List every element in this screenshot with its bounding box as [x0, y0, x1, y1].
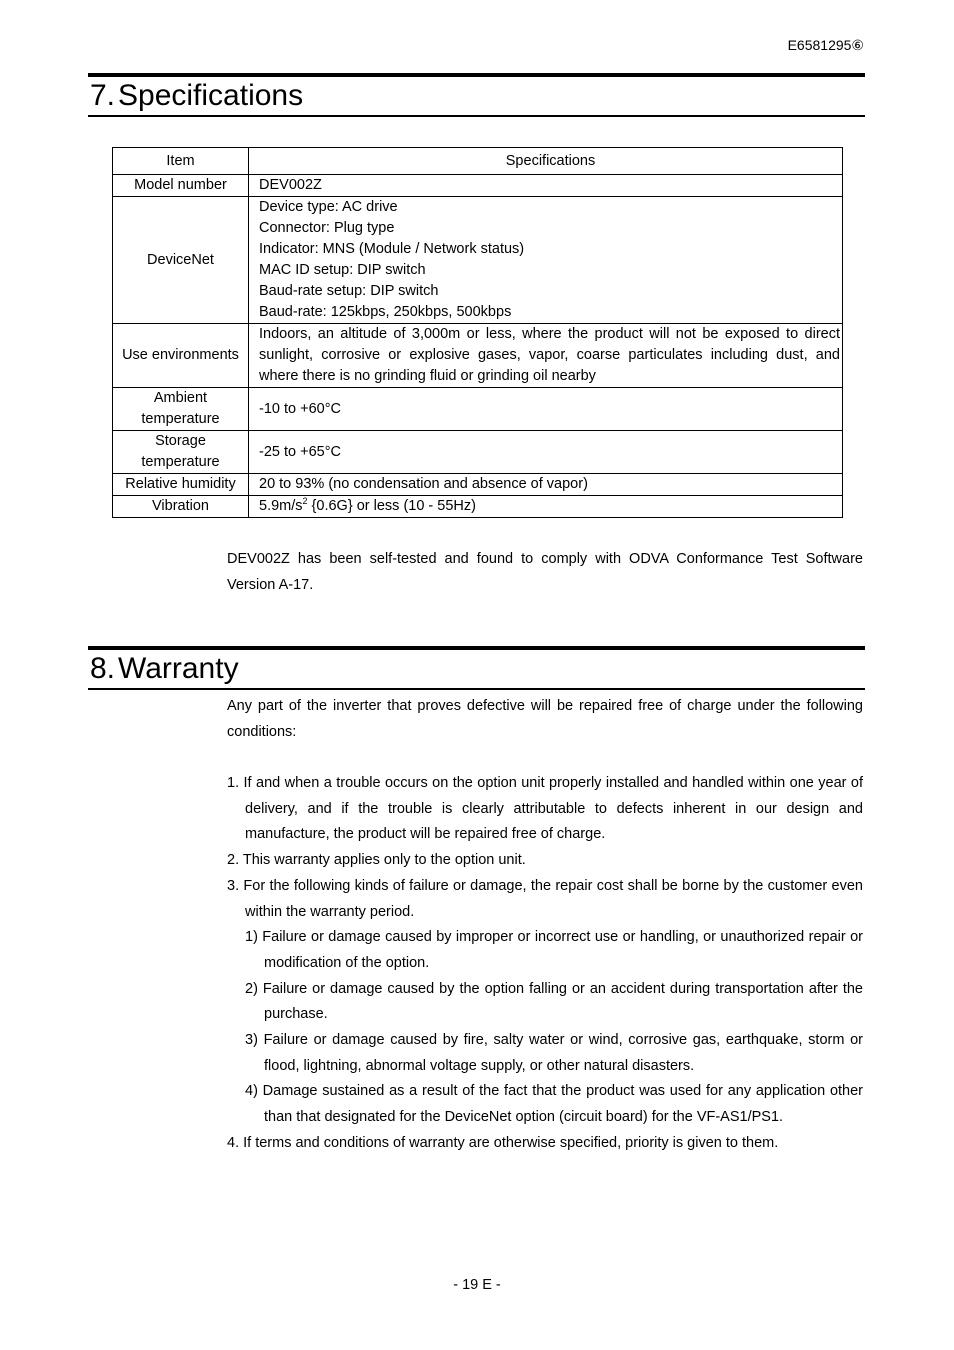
- warranty-intro: Any part of the inverter that proves defective will be repaired free of charge under the following conditions:: [227, 698, 863, 740]
- row-label: Model number: [113, 175, 249, 197]
- table-row: [113, 324, 843, 388]
- page-number: - 19 E -: [453, 1277, 501, 1293]
- label-line: Ambient: [153, 390, 208, 406]
- row-label: Relative humidity: [113, 474, 249, 496]
- section-title: Warranty: [118, 652, 239, 685]
- row-label: Vibration: [113, 496, 249, 518]
- table-row: [113, 496, 843, 518]
- sub-list-item: 1) Failure or damage caused by improper or incorrect use or handling, or unauthorized repair or modification of the option.: [245, 929, 863, 971]
- table-row: [113, 431, 843, 474]
- section-title: Specifications: [118, 79, 304, 112]
- label-line: temperature: [141, 454, 220, 470]
- list-item: 1. If and when a trouble occurs on the option unit properly installed and handled within one year of delivery, and if the trouble is clearly attributable to defects inherent in our design and manufacture, the product will be repaired free of charge.: [227, 775, 863, 843]
- label-line: temperature: [141, 411, 220, 427]
- section-heading-specifications: [88, 73, 865, 117]
- header-item: Item: [113, 148, 249, 175]
- value-part: {0.6G} or less (10 - 55Hz): [307, 498, 476, 514]
- row-value: [249, 496, 843, 518]
- spec-line: Connector: Plug type: [259, 220, 395, 236]
- section-number: 8.: [90, 652, 116, 685]
- table-header-row: [113, 148, 843, 175]
- section-number: 7.: [90, 79, 116, 112]
- row-value: -25 to +65°C: [249, 431, 843, 474]
- list-item: 4. If terms and conditions of warranty are otherwise specified, priority is given to them.: [227, 1134, 779, 1151]
- row-label: Use environments: [113, 324, 249, 388]
- spec-line: Baud-rate: 125kbps, 250kbps, 500kbps: [259, 304, 512, 320]
- row-label: [113, 431, 249, 474]
- table-row: [113, 175, 843, 197]
- table-row: [113, 474, 843, 496]
- section-heading-warranty: [88, 646, 865, 690]
- table-row: [113, 197, 843, 324]
- row-value: [249, 197, 843, 324]
- conformance-note: DEV002Z has been self-tested and found to comply with ODVA Conformance Test Software Version A-17.: [227, 551, 863, 593]
- row-value: 20 to 93% (no condensation and absence of vapor): [249, 474, 843, 496]
- row-value: DEV002Z: [249, 175, 843, 197]
- header-specifications: Specifications: [249, 148, 843, 175]
- specifications-table: [112, 147, 843, 518]
- row-label: DeviceNet: [113, 197, 249, 324]
- spec-line: MAC ID setup: DIP switch: [259, 262, 426, 278]
- sub-list-item: 4) Damage sustained as a result of the fact that the product was used for any application other than that designated for the DeviceNet option (circuit board) for the VF-AS1/PS1.: [245, 1083, 863, 1126]
- row-label: [113, 388, 249, 431]
- label-line: Storage: [155, 433, 206, 449]
- row-value: Indoors, an altitude of 3,000m or less, where the product will not be exposed to direct sunlight, corrosive or explosive gases, vapor, coarse particulates including dust, and where there is no grinding fluid or grinding oil nearby: [249, 324, 843, 388]
- sub-list-item: 2) Failure or damage caused by the option falling or an accident during transportation after the purchase.: [245, 980, 863, 1023]
- row-value: -10 to +60°C: [249, 388, 843, 431]
- superscript: 2: [302, 496, 308, 507]
- spec-line: Baud-rate setup: DIP switch: [259, 283, 439, 299]
- warranty-list: [227, 771, 863, 1157]
- spec-line: Indicator: MNS (Module / Network status): [259, 241, 525, 257]
- list-item: 2. This warranty applies only to the option unit.: [227, 852, 526, 869]
- spec-line: Device type: AC drive: [259, 199, 398, 215]
- document-id: E6581295⑥: [787, 37, 864, 53]
- table-row: [113, 388, 843, 431]
- list-item: 3. For the following kinds of failure or damage, the repair cost shall be borne by the customer even within the warranty period.: [227, 877, 863, 920]
- sub-list-item: 3) Failure or damage caused by fire, salty water or wind, corrosive gas, earthquake, storm or flood, lightning, abnormal voltage supply, or other natural disasters.: [245, 1032, 863, 1074]
- value-part: 5.9m/s: [259, 498, 303, 514]
